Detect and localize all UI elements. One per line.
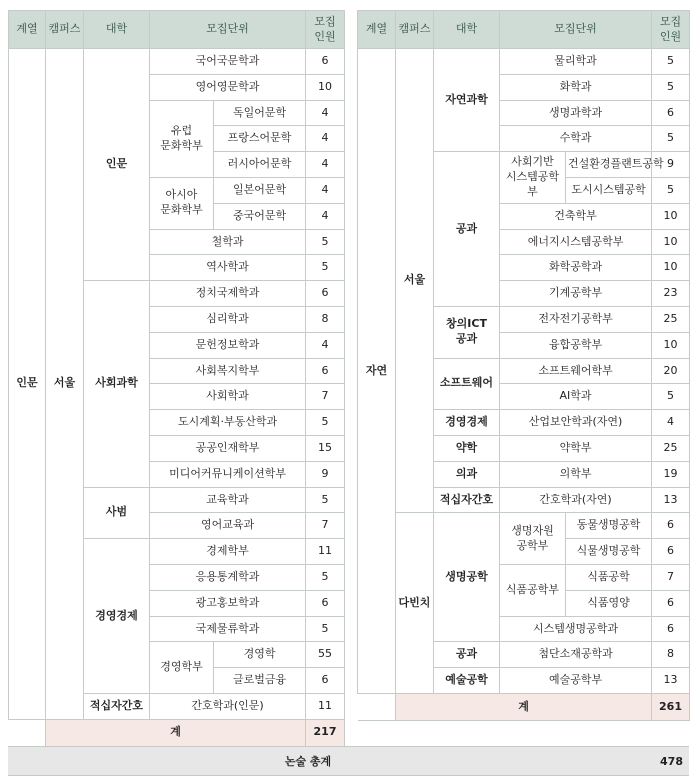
unit-cell: 건축학부 xyxy=(500,203,652,229)
count-cell: 55 xyxy=(306,642,345,668)
subgroup-cell: 유럽 문화학부 xyxy=(150,100,214,177)
college-cell: 사회과학 xyxy=(84,281,150,487)
count-cell: 15 xyxy=(306,435,345,461)
unit-cell: 일본어문학 xyxy=(214,177,306,203)
unit-cell: 경영학 xyxy=(214,642,306,668)
college-cell: 생명공학 xyxy=(434,513,500,642)
table-row xyxy=(358,513,690,539)
subgroup-cell: 생명자원 공학부 xyxy=(500,513,566,565)
college-cell: 경영경제 xyxy=(84,539,150,694)
count-cell: 25 xyxy=(652,435,690,461)
unit-cell: 약학부 xyxy=(500,435,652,461)
unit-cell: 러시아어문학 xyxy=(214,152,306,178)
count-cell: 7 xyxy=(306,384,345,410)
count-cell: 8 xyxy=(652,642,690,668)
count-cell: 6 xyxy=(306,668,345,694)
table-row xyxy=(358,49,690,75)
unit-cell: 산업보안학과(자연) xyxy=(500,410,652,436)
subgroup-cell: 아시아 문화학부 xyxy=(150,177,214,229)
sciences-table xyxy=(357,10,690,721)
unit-cell: 문헌정보학과 xyxy=(150,332,306,358)
count-cell: 10 xyxy=(652,255,690,281)
unit-cell: 중국어문학 xyxy=(214,203,306,229)
college-cell: 자연과학 xyxy=(434,49,500,152)
grand-total-label: 논술 총계 xyxy=(284,755,332,768)
table-row xyxy=(9,49,345,75)
unit-cell: 동물생명공학 xyxy=(566,513,652,539)
count-cell: 10 xyxy=(652,203,690,229)
header-group: 계열 xyxy=(9,11,46,49)
unit-cell: 사회복지학부 xyxy=(150,358,306,384)
subgroup-cell: 경영학부 xyxy=(150,642,214,694)
count-cell: 6 xyxy=(652,513,690,539)
count-cell: 5 xyxy=(306,255,345,281)
unit-cell: 국어국문학과 xyxy=(150,49,306,75)
header-unit: 모집단위 xyxy=(500,11,652,49)
count-cell: 6 xyxy=(306,590,345,616)
unit-cell: 에너지시스템공학부 xyxy=(500,229,652,255)
unit-cell: 간호학과(자연) xyxy=(500,487,652,513)
count-cell: 4 xyxy=(306,332,345,358)
header-college: 대학 xyxy=(84,11,150,49)
unit-cell: 첨단소재공학과 xyxy=(500,642,652,668)
count-cell: 19 xyxy=(652,461,690,487)
count-cell: 5 xyxy=(306,229,345,255)
header-group: 계열 xyxy=(358,11,396,49)
college-cell: 적십자간호 xyxy=(434,487,500,513)
unit-cell: 융합공학부 xyxy=(500,332,652,358)
unit-cell: 생명과학과 xyxy=(500,100,652,126)
unit-cell: 사회학과 xyxy=(150,384,306,410)
count-cell: 5 xyxy=(652,126,690,152)
unit-cell: 글로벌금융 xyxy=(214,668,306,694)
unit-cell: 역사학과 xyxy=(150,255,306,281)
unit-cell: 영어교육과 xyxy=(150,513,306,539)
unit-cell: 경제학부 xyxy=(150,539,306,565)
campus-cell: 서울 xyxy=(396,49,434,513)
unit-cell: AI학과 xyxy=(500,384,652,410)
count-cell: 6 xyxy=(652,616,690,642)
count-cell: 6 xyxy=(306,49,345,75)
count-cell: 7 xyxy=(652,564,690,590)
count-cell: 5 xyxy=(652,49,690,75)
count-cell: 11 xyxy=(306,539,345,565)
count-cell: 23 xyxy=(652,281,690,307)
subtotal-row xyxy=(358,693,690,720)
subtotal-row xyxy=(9,719,345,746)
unit-cell: 미디어커뮤니케이션학부 xyxy=(150,461,306,487)
table-header-row xyxy=(9,11,345,49)
count-cell: 13 xyxy=(652,487,690,513)
count-cell: 5 xyxy=(652,177,690,203)
college-cell: 인문 xyxy=(84,49,150,281)
unit-cell: 독일어문학 xyxy=(214,100,306,126)
grand-total-value: 478 xyxy=(660,755,683,768)
college-cell: 창의ICT 공과 xyxy=(434,306,500,358)
college-cell: 소프트웨어 xyxy=(434,358,500,410)
unit-cell: 공공인재학부 xyxy=(150,435,306,461)
count-cell: 4 xyxy=(306,177,345,203)
college-cell: 적십자간호 xyxy=(84,693,150,719)
unit-cell: 교육학과 xyxy=(150,487,306,513)
count-cell: 4 xyxy=(652,410,690,436)
unit-cell: 예술공학부 xyxy=(500,668,652,694)
campus-cell: 서울 xyxy=(46,49,84,720)
unit-cell: 식품공학 xyxy=(566,564,652,590)
unit-cell: 식품영양 xyxy=(566,590,652,616)
count-cell: 7 xyxy=(306,513,345,539)
unit-cell: 물리학과 xyxy=(500,49,652,75)
header-count: 모집 인원 xyxy=(306,11,345,49)
header-campus: 캠퍼스 xyxy=(46,11,84,49)
count-cell: 6 xyxy=(306,358,345,384)
subtotal-value: 217 xyxy=(306,719,345,746)
college-cell: 의과 xyxy=(434,461,500,487)
unit-cell: 시스템생명공학과 xyxy=(500,616,652,642)
count-cell: 5 xyxy=(306,564,345,590)
count-cell: 11 xyxy=(306,693,345,719)
subtotal-label: 계 xyxy=(46,719,306,746)
college-cell: 사범 xyxy=(84,487,150,539)
header-count: 모집 인원 xyxy=(652,11,690,49)
count-cell: 8 xyxy=(306,306,345,332)
unit-cell: 국제물류학과 xyxy=(150,616,306,642)
count-cell: 10 xyxy=(652,229,690,255)
unit-cell: 소프트웨어학부 xyxy=(500,358,652,384)
unit-cell: 화학과 xyxy=(500,74,652,100)
subgroup-cell: 사회기반 시스템공학부 xyxy=(500,152,566,204)
count-cell: 4 xyxy=(306,152,345,178)
unit-cell: 철학과 xyxy=(150,229,306,255)
unit-cell: 전자전기공학부 xyxy=(500,306,652,332)
college-cell: 예술공학 xyxy=(434,668,500,694)
count-cell: 4 xyxy=(306,203,345,229)
subtotal-blank xyxy=(358,693,396,720)
unit-cell: 화학공학과 xyxy=(500,255,652,281)
count-cell: 6 xyxy=(652,590,690,616)
unit-cell: 도시시스템공학 xyxy=(566,177,652,203)
campus-cell: 다빈치 xyxy=(396,513,434,694)
count-cell: 6 xyxy=(652,100,690,126)
count-cell: 25 xyxy=(652,306,690,332)
subtotal-blank xyxy=(9,719,46,746)
college-cell: 공과 xyxy=(434,642,500,668)
unit-cell: 건설환경플랜트공학 xyxy=(566,152,652,178)
subtotal-label: 계 xyxy=(396,693,652,720)
count-cell: 20 xyxy=(652,358,690,384)
count-cell: 9 xyxy=(652,152,690,178)
count-cell: 5 xyxy=(652,74,690,100)
group-cell: 인문 xyxy=(9,49,46,720)
count-cell: 6 xyxy=(652,539,690,565)
count-cell: 6 xyxy=(306,281,345,307)
header-unit: 모집단위 xyxy=(150,11,306,49)
count-cell: 10 xyxy=(306,74,345,100)
unit-cell: 수학과 xyxy=(500,126,652,152)
count-cell: 5 xyxy=(306,410,345,436)
unit-cell: 심리학과 xyxy=(150,306,306,332)
unit-cell: 의학부 xyxy=(500,461,652,487)
header-campus: 캠퍼스 xyxy=(396,11,434,49)
count-cell: 5 xyxy=(652,384,690,410)
humanities-table xyxy=(8,10,345,747)
count-cell: 5 xyxy=(306,616,345,642)
unit-cell: 기계공학부 xyxy=(500,281,652,307)
count-cell: 4 xyxy=(306,100,345,126)
count-cell: 4 xyxy=(306,126,345,152)
unit-cell: 식물생명공학 xyxy=(566,539,652,565)
subtotal-value: 261 xyxy=(652,693,690,720)
college-cell: 약학 xyxy=(434,435,500,461)
count-cell: 10 xyxy=(652,332,690,358)
group-cell: 자연 xyxy=(358,49,396,694)
header-college: 대학 xyxy=(434,11,500,49)
count-cell: 13 xyxy=(652,668,690,694)
unit-cell: 광고홍보학과 xyxy=(150,590,306,616)
unit-cell: 정치국제학과 xyxy=(150,281,306,307)
count-cell: 5 xyxy=(306,487,345,513)
table-header-row xyxy=(358,11,690,49)
college-cell: 공과 xyxy=(434,152,500,307)
unit-cell: 영어영문학과 xyxy=(150,74,306,100)
college-cell: 경영경제 xyxy=(434,410,500,436)
unit-cell: 응용통계학과 xyxy=(150,564,306,590)
unit-cell: 도시계획·부동산학과 xyxy=(150,410,306,436)
subgroup-cell: 식품공학부 xyxy=(500,564,566,616)
grand-total-row xyxy=(8,746,689,776)
unit-cell: 프랑스어문학 xyxy=(214,126,306,152)
count-cell: 9 xyxy=(306,461,345,487)
unit-cell: 간호학과(인문) xyxy=(150,693,306,719)
